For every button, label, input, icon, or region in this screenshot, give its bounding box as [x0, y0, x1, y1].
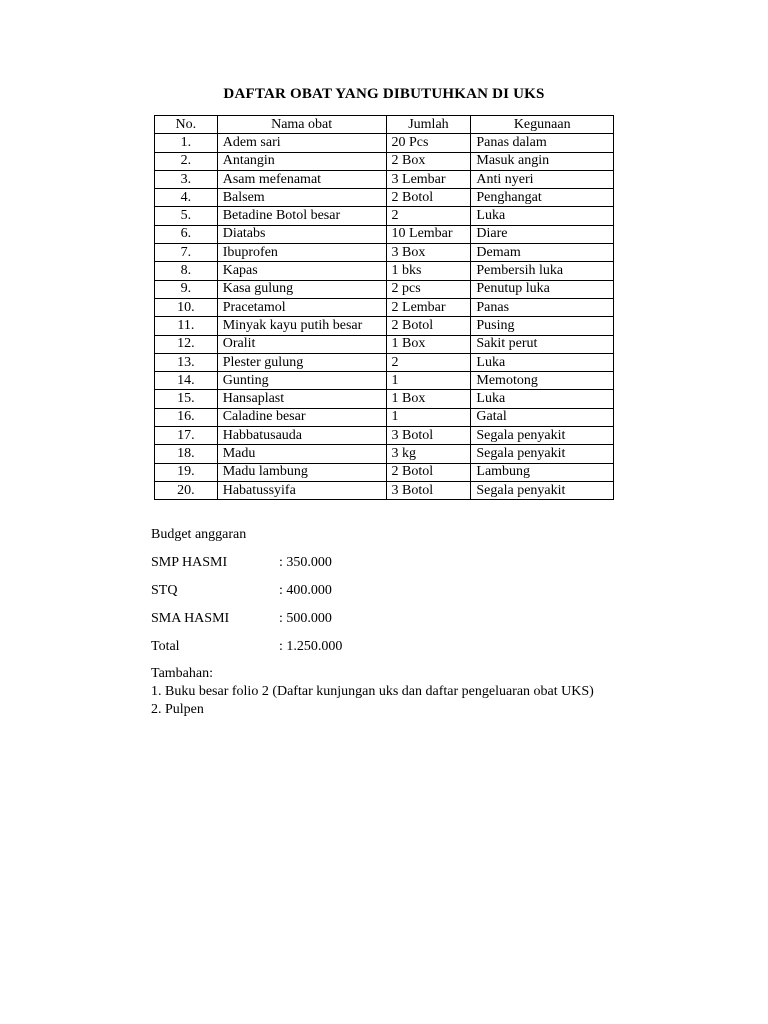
budget-label: SMA HASMI [151, 611, 230, 626]
cell-name: Habbatusauda [217, 427, 386, 445]
budget-heading: Budget anggaran [151, 527, 247, 542]
table-row [155, 353, 614, 371]
cell-qty: 2 Lembar [386, 298, 471, 316]
cell-name: Madu [217, 445, 386, 463]
table-row [155, 481, 614, 499]
table-row [155, 390, 614, 408]
cell-no: 12. [155, 335, 218, 353]
cell-no: 4. [155, 189, 218, 207]
cell-qty: 3 Botol [386, 427, 471, 445]
cell-no: 20. [155, 481, 218, 499]
table-row [155, 372, 614, 390]
table-row [155, 298, 614, 316]
cell-no: 16. [155, 408, 218, 426]
cell-qty: 2 [386, 353, 471, 371]
cell-name: Kasa gulung [217, 280, 386, 298]
cell-use: Segala penyakit [471, 445, 614, 463]
cell-use: Gatal [471, 408, 614, 426]
cell-name: Betadine Botol besar [217, 207, 386, 225]
header-no: No. [155, 116, 218, 134]
header-qty: Jumlah [386, 116, 471, 134]
header-name: Nama obat [217, 116, 386, 134]
cell-use: Segala penyakit [471, 481, 614, 499]
budget-label: Total [151, 639, 180, 654]
cell-qty: 3 kg [386, 445, 471, 463]
cell-no: 5. [155, 207, 218, 225]
table-row [155, 445, 614, 463]
cell-no: 3. [155, 170, 218, 188]
table-row [155, 463, 614, 481]
table-row [155, 152, 614, 170]
cell-no: 13. [155, 353, 218, 371]
cell-no: 1. [155, 134, 218, 152]
cell-qty: 10 Lembar [386, 225, 471, 243]
cell-use: Lambung [471, 463, 614, 481]
cell-name: Diatabs [217, 225, 386, 243]
cell-no: 9. [155, 280, 218, 298]
cell-qty: 1 Box [386, 335, 471, 353]
cell-use: Diare [471, 225, 614, 243]
cell-use: Panas dalam [471, 134, 614, 152]
extras-list [151, 683, 594, 719]
cell-qty: 1 Box [386, 390, 471, 408]
table-row [155, 170, 614, 188]
cell-name: Hansaplast [217, 390, 386, 408]
cell-qty: 2 pcs [386, 280, 471, 298]
cell-qty: 20 Pcs [386, 134, 471, 152]
cell-no: 15. [155, 390, 218, 408]
cell-use: Masuk angin [471, 152, 614, 170]
cell-use: Pembersih luka [471, 262, 614, 280]
budget-section [151, 525, 342, 665]
table-row [155, 189, 614, 207]
cell-name: Adem sari [217, 134, 386, 152]
budget-value: : 1.250.000 [279, 639, 343, 654]
cell-name: Oralit [217, 335, 386, 353]
table-row [155, 427, 614, 445]
cell-name: Balsem [217, 189, 386, 207]
table-row [155, 317, 614, 335]
cell-name: Pracetamol [217, 298, 386, 316]
table-header-row [155, 116, 614, 134]
cell-use: Segala penyakit [471, 427, 614, 445]
table-row [155, 207, 614, 225]
cell-name: Madu lambung [217, 463, 386, 481]
cell-no: 2. [155, 152, 218, 170]
cell-use: Pusing [471, 317, 614, 335]
table-row [155, 280, 614, 298]
budget-row [151, 581, 342, 609]
budget-label: STQ [151, 583, 178, 598]
cell-no: 6. [155, 225, 218, 243]
cell-qty: 2 Botol [386, 463, 471, 481]
cell-qty: 3 Lembar [386, 170, 471, 188]
budget-label: SMP HASMI [151, 555, 228, 570]
cell-name: Habatussyifa [217, 481, 386, 499]
table-row [155, 262, 614, 280]
cell-use: Memotong [471, 372, 614, 390]
cell-qty: 1 bks [386, 262, 471, 280]
table-row [155, 134, 614, 152]
cell-use: Sakit perut [471, 335, 614, 353]
cell-use: Luka [471, 353, 614, 371]
cell-use: Luka [471, 207, 614, 225]
budget-row [151, 553, 342, 581]
cell-name: Antangin [217, 152, 386, 170]
cell-use: Penghangat [471, 189, 614, 207]
cell-qty: 2 [386, 207, 471, 225]
page-title: DAFTAR OBAT YANG DIBUTUHKAN DI UKS [223, 86, 545, 102]
cell-no: 11. [155, 317, 218, 335]
header-use: Kegunaan [471, 116, 614, 134]
budget-row [151, 609, 342, 637]
cell-name: Asam mefenamat [217, 170, 386, 188]
cell-no: 19. [155, 463, 218, 481]
table-row [155, 225, 614, 243]
extras-item: 1. Buku besar folio 2 (Daftar kunjungan uks dan daftar pengeluaran obat UKS) [151, 684, 594, 699]
cell-name: Caladine besar [217, 408, 386, 426]
cell-no: 10. [155, 298, 218, 316]
table-row [155, 244, 614, 262]
cell-use: Anti nyeri [471, 170, 614, 188]
cell-use: Panas [471, 298, 614, 316]
cell-name: Ibuprofen [217, 244, 386, 262]
cell-qty: 1 [386, 408, 471, 426]
cell-qty: 2 Botol [386, 317, 471, 335]
cell-qty: 3 Box [386, 244, 471, 262]
extras-section [151, 665, 594, 719]
table-body [155, 134, 614, 500]
cell-name: Gunting [217, 372, 386, 390]
table-row [155, 408, 614, 426]
cell-qty: 2 Botol [386, 189, 471, 207]
cell-name: Kapas [217, 262, 386, 280]
cell-use: Luka [471, 390, 614, 408]
cell-name: Minyak kayu putih besar [217, 317, 386, 335]
cell-qty: 2 Box [386, 152, 471, 170]
budget-value: : 350.000 [279, 555, 332, 570]
extras-heading: Tambahan: [151, 666, 213, 681]
cell-use: Penutup luka [471, 280, 614, 298]
extras-item: 2. Pulpen [151, 702, 204, 717]
budget-rows [151, 553, 342, 665]
table-row [155, 335, 614, 353]
cell-no: 17. [155, 427, 218, 445]
cell-qty: 3 Botol [386, 481, 471, 499]
medicine-table [154, 115, 614, 500]
cell-no: 7. [155, 244, 218, 262]
budget-row [151, 637, 342, 665]
cell-name: Plester gulung [217, 353, 386, 371]
cell-no: 14. [155, 372, 218, 390]
budget-value: : 500.000 [279, 611, 332, 626]
cell-no: 8. [155, 262, 218, 280]
budget-value: : 400.000 [279, 583, 332, 598]
cell-qty: 1 [386, 372, 471, 390]
cell-no: 18. [155, 445, 218, 463]
cell-use: Demam [471, 244, 614, 262]
